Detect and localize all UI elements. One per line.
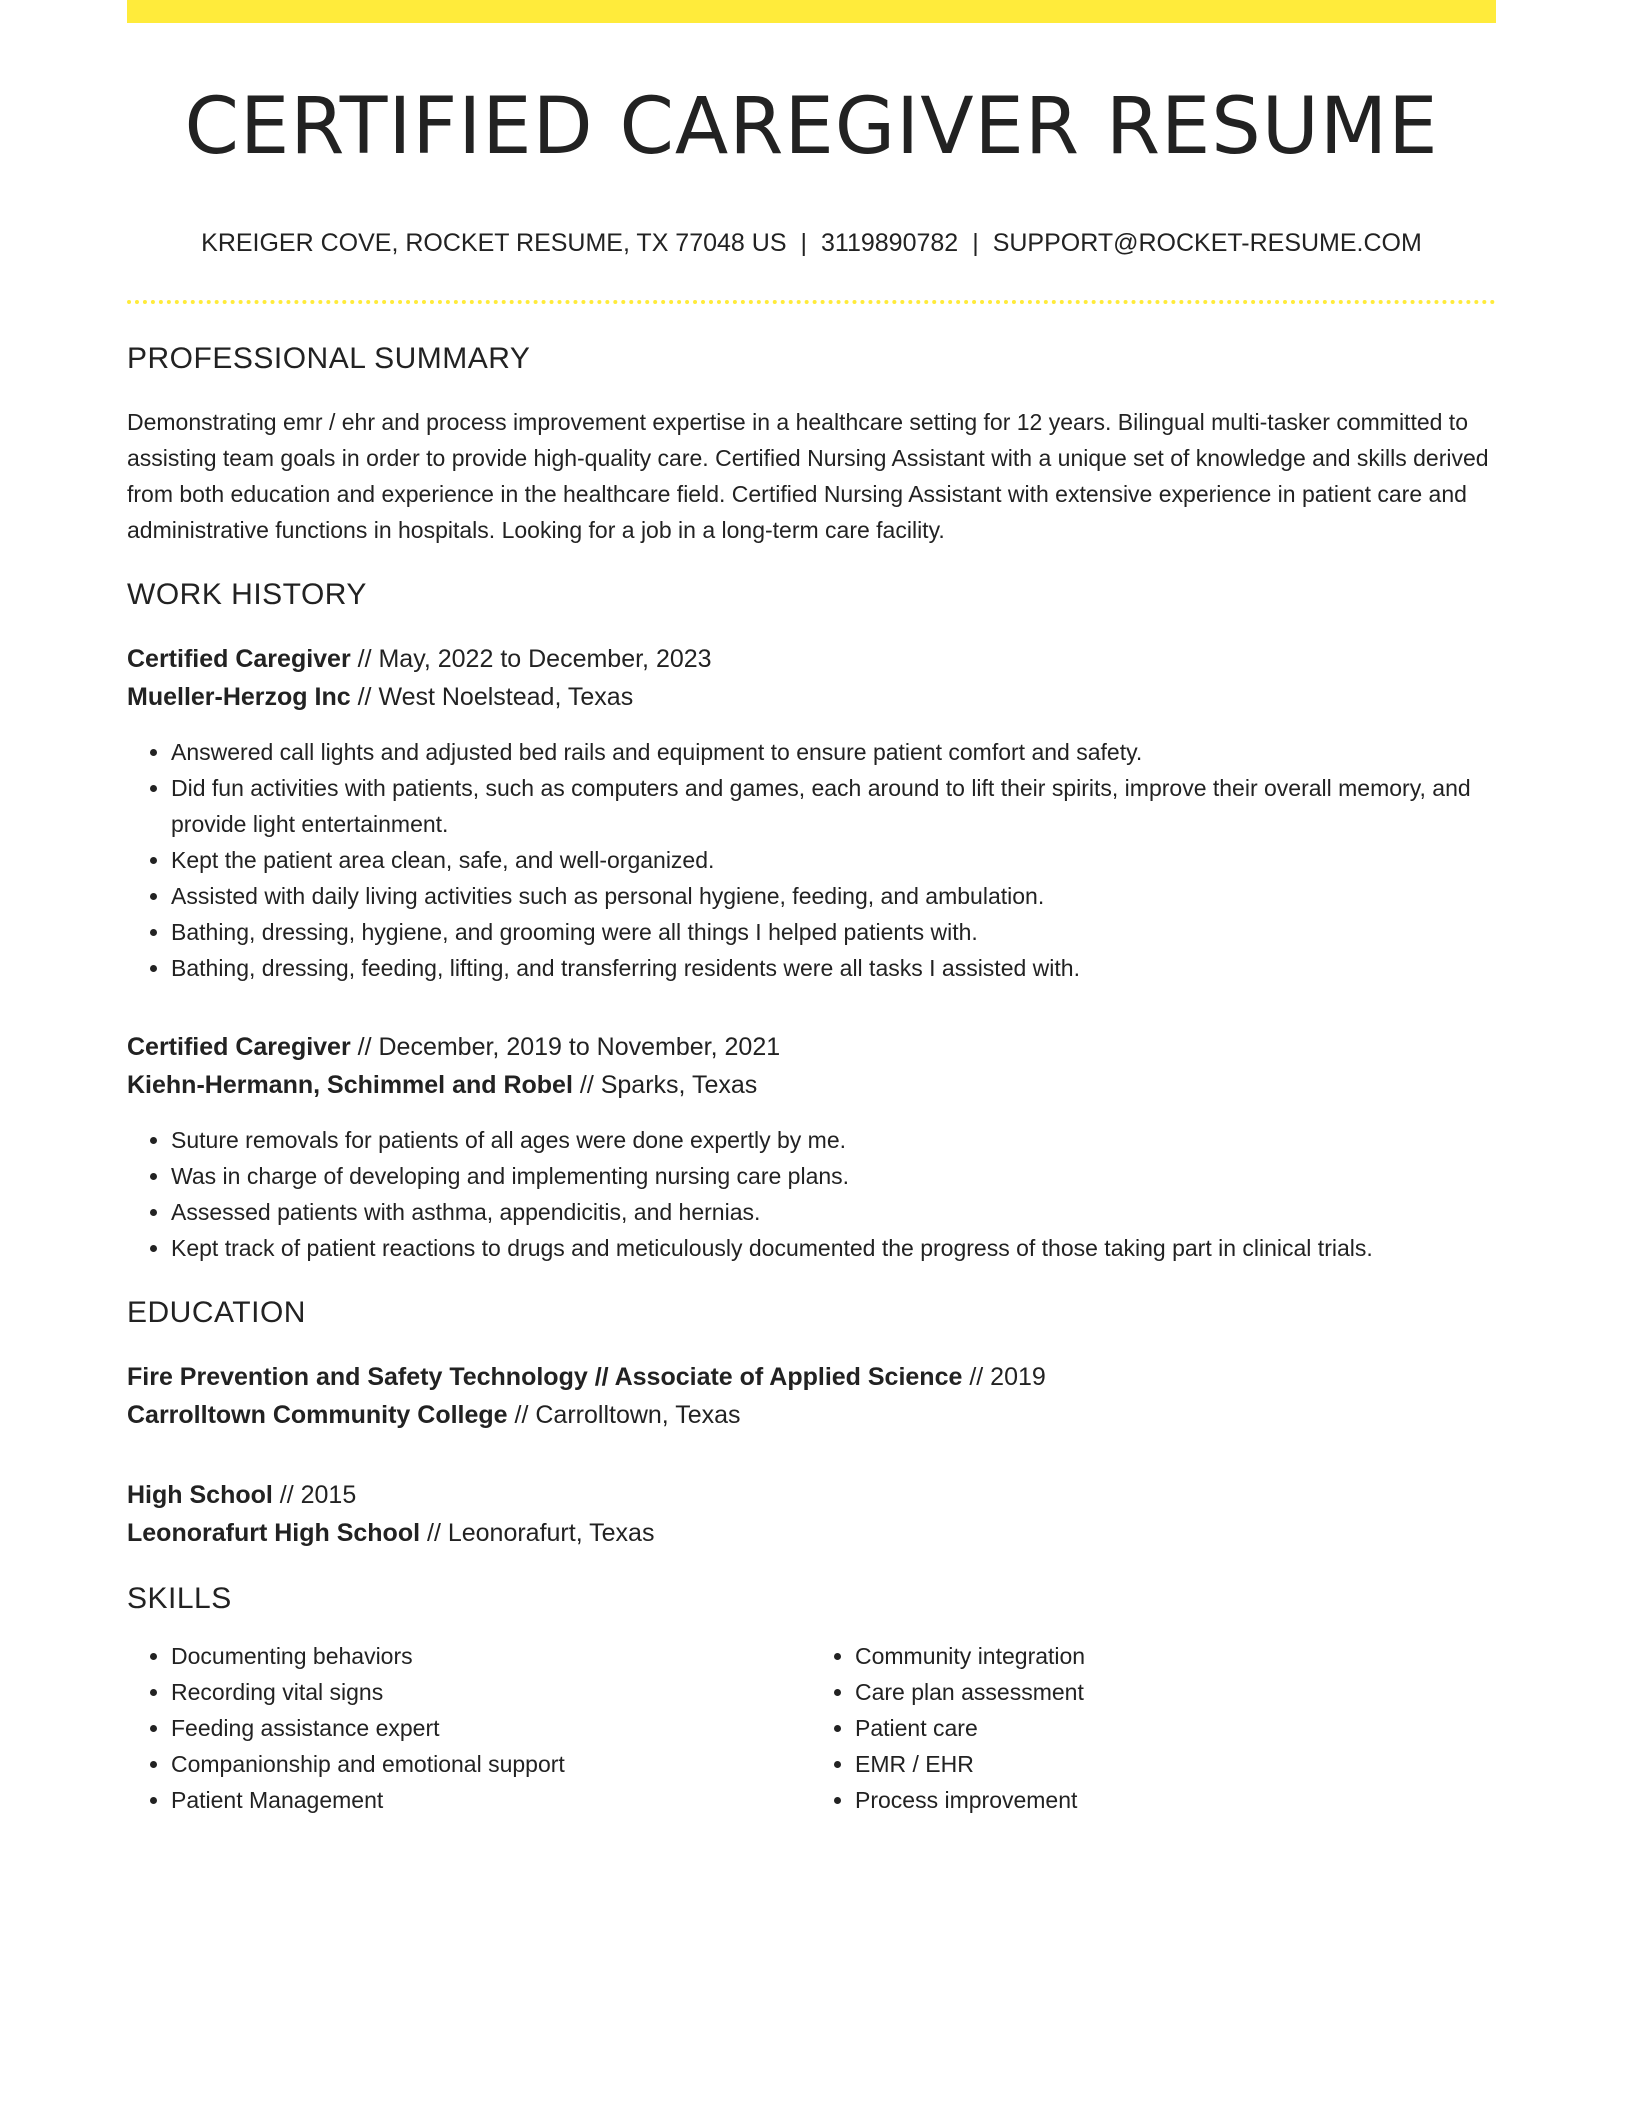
- list-item: • Bathing, dressing, hygiene, and grooming were all things I helped patients with.: [171, 914, 1496, 950]
- skills-heading: SKILLS: [127, 1581, 232, 1615]
- list-item: • Assisted with daily living activities such as personal hygiene, feeding, and ambulation.: [171, 878, 1496, 914]
- resume-title: CERTIFIED CAREGIVER RESUME: [184, 82, 1439, 172]
- education-degree: High School: [127, 1480, 273, 1509]
- skill-item: • Documenting behaviors: [171, 1638, 811, 1674]
- education-school: Carrolltown Community College: [127, 1400, 508, 1429]
- skill-item: • Patient care: [855, 1710, 1495, 1746]
- list-item: • Was in charge of developing and implementing nursing care plans.: [171, 1158, 1496, 1194]
- skill-item: • EMR / EHR: [855, 1746, 1495, 1782]
- education-location: // Carrolltown, Texas: [507, 1400, 741, 1429]
- job-company-line: [127, 678, 1496, 716]
- skill-item: • Process improvement: [855, 1782, 1495, 1818]
- education-entry: [127, 1358, 1496, 1434]
- job-location: // Sparks, Texas: [572, 1070, 758, 1099]
- job-entry: [127, 640, 1496, 986]
- skill-item: • Recording vital signs: [171, 1674, 811, 1710]
- education-year: // 2015: [272, 1480, 357, 1509]
- contact-address: KREIGER COVE, ROCKET RESUME, TX 77048 US: [201, 228, 787, 257]
- job-dates: // May, 2022 to December, 2023: [350, 644, 712, 673]
- summary-heading: PROFESSIONAL SUMMARY: [127, 341, 531, 375]
- job-title-line: [127, 640, 1496, 678]
- education-degree-line: [127, 1476, 1496, 1514]
- education-school-line: [127, 1514, 1496, 1552]
- job-bullets: [127, 734, 1496, 986]
- skill-item: • Companionship and emotional support: [171, 1746, 811, 1782]
- contact-separator: |: [972, 228, 979, 257]
- education-school-line: [127, 1396, 1496, 1434]
- job-title-line: [127, 1028, 1496, 1066]
- job-title: Certified Caregiver: [127, 1032, 351, 1061]
- education-location: // Leonorafurt, Texas: [420, 1518, 655, 1547]
- list-item: • Kept track of patient reactions to drugs and meticulously documented the progress of those taking part in clinical trials.: [171, 1230, 1496, 1266]
- education-school: Leonorafurt High School: [127, 1518, 421, 1547]
- job-company: Mueller-Herzog Inc: [127, 682, 351, 711]
- education-heading: EDUCATION: [127, 1295, 306, 1329]
- job-bullets: [127, 1122, 1496, 1266]
- contact-phone: 3119890782: [821, 228, 959, 257]
- skill-item: • Patient Management: [171, 1782, 811, 1818]
- list-item: • Bathing, dressing, feeding, lifting, and transferring residents were all tasks I assisted with.: [171, 950, 1496, 986]
- skill-item: • Care plan assessment: [855, 1674, 1495, 1710]
- skill-item: • Community integration: [855, 1638, 1495, 1674]
- list-item: • Kept the patient area clean, safe, and well-organized.: [171, 842, 1496, 878]
- contact-email: SUPPORT@ROCKET-RESUME.COM: [992, 228, 1422, 257]
- education-year: // 2019: [962, 1362, 1046, 1391]
- resume-page: [127, 0, 1496, 1818]
- education-entry: [127, 1476, 1496, 1552]
- skills-columns: [127, 1638, 1496, 1818]
- job-location: // West Noelstead, Texas: [350, 682, 634, 711]
- contact-separator: |: [800, 228, 808, 257]
- list-item: • Suture removals for patients of all ages were done expertly by me.: [171, 1122, 1496, 1158]
- skill-item: • Feeding assistance expert: [171, 1710, 811, 1746]
- list-item: • Assessed patients with asthma, appendicitis, and hernias.: [171, 1194, 1496, 1230]
- accent-top-bar: [127, 0, 1496, 23]
- summary-text: Demonstrating emr / ehr and process improvement expertise in a healthcare setting for 12 years. Bilingual multi-tasker committed to assisting team goals in order to provide high-quality care. Certified Nursing Assistant with a unique set of knowledge and skills derived from both education and experience in the healthcare field. Certified Nursing Assistant with extensive experience in patient care and administrative functions in hospitals. Looking for a job in a long-term care facility.: [127, 408, 1489, 543]
- job-company-line: [127, 1066, 1496, 1104]
- work-history-heading: WORK HISTORY: [127, 577, 367, 611]
- contact-line: [127, 229, 1496, 258]
- skills-left-column: [127, 1638, 811, 1818]
- job-title: Certified Caregiver: [127, 644, 351, 673]
- list-item: • Did fun activities with patients, such as computers and games, each around to lift their spirits, improve their overall memory, and provide light entertainment.: [171, 770, 1496, 842]
- education-degree: Fire Prevention and Safety Technology // Associate of Applied Science: [127, 1362, 963, 1391]
- job-entry: [127, 1028, 1496, 1266]
- skills-right-column: [811, 1638, 1495, 1818]
- education-degree-line: [127, 1358, 1496, 1396]
- list-item: • Answered call lights and adjusted bed rails and equipment to ensure patient comfort and safety.: [171, 734, 1496, 770]
- dotted-divider: [127, 300, 1496, 304]
- job-dates: // December, 2019 to November, 2021: [350, 1032, 781, 1061]
- job-company: Kiehn-Hermann, Schimmel and Robel: [127, 1070, 573, 1099]
